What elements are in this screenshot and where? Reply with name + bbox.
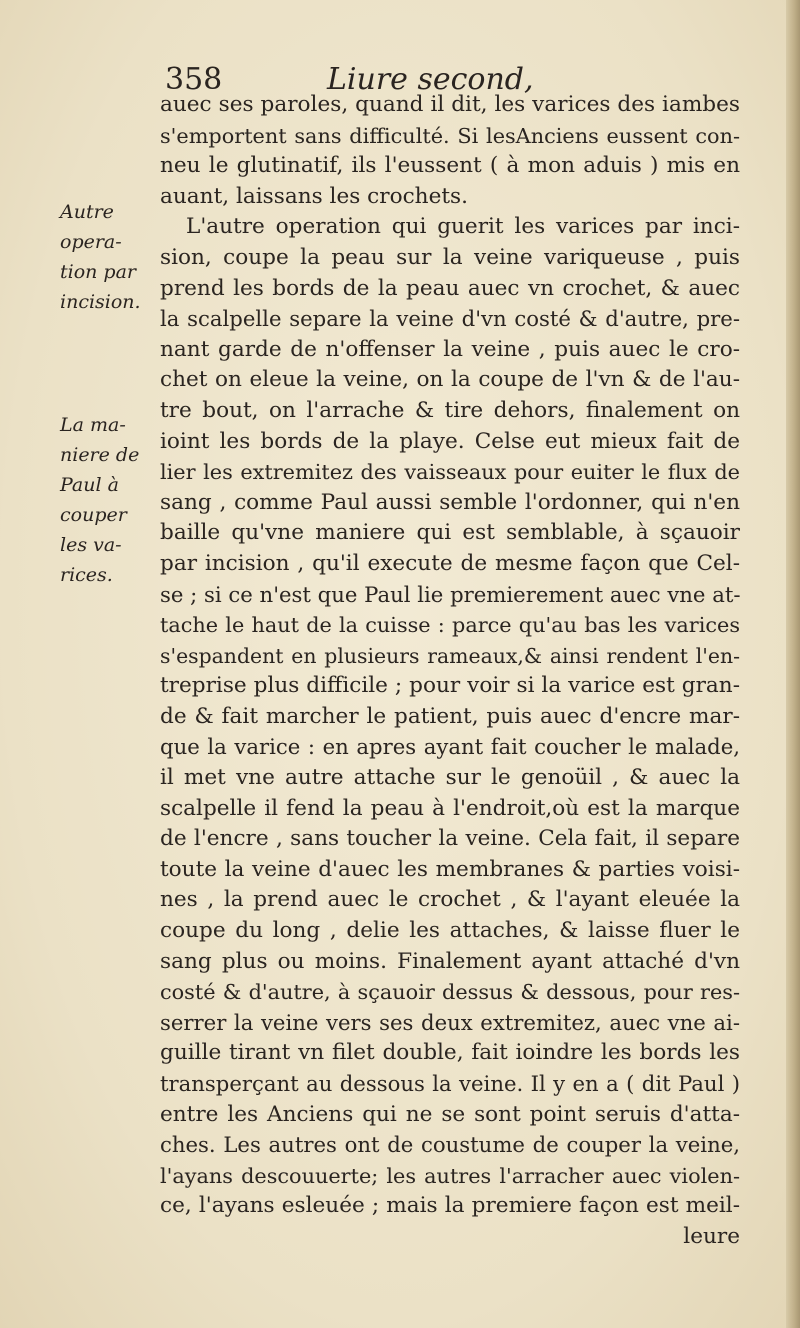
text-line: se ; si ce n'est que Paul lie premierement auec vne at- [160, 581, 741, 607]
book-spine-edge [786, 0, 800, 1328]
text-line: s'emportent sans difficulté. Si lesAnciens eussent con- [160, 123, 740, 148]
text-line: toute la veine d'auec les membranes & parties voisi- [160, 856, 740, 882]
text-line: auant, laissans les crochets. [160, 183, 468, 209]
text-line: costé & d'autre, à sçauoir dessus & dessous, pour res- [160, 980, 740, 1005]
text-line: treprise plus difficile ; pour voir si la varice est gran- [160, 673, 740, 699]
catchword: leure [683, 1223, 740, 1249]
margin-note-line: La ma- [60, 414, 126, 436]
page-number: 358 [165, 62, 223, 97]
text-line: neu le glutinatif, ils l'eussent ( à mon aduis ) mis en [160, 153, 740, 179]
text-line: que la varice : en apres ayant fait coucher le malade, [160, 734, 740, 760]
text-line: guille tirant vn filet double, fait ioindre les bords les [160, 1040, 740, 1066]
body-text [160, 90, 740, 1253]
text-line: nant garde de n'offenser la veine , puis auec le cro- [160, 336, 740, 362]
margin-note-line: Paul à [60, 474, 119, 496]
text-line: lier les extremitez des vaisseaux pour euiter le flux de [160, 460, 740, 485]
text-line: ches. Les autres ont de coustume de couper la veine, [160, 1132, 740, 1158]
margin-note-line: opera- [60, 231, 122, 253]
margin-note-line: rices. [60, 564, 113, 586]
text-line: baille qu'vne maniere qui est semblable, à sçauoir [160, 520, 740, 546]
text-line: transperçant au dessous la veine. Il y en a ( dit Paul ) [160, 1071, 740, 1096]
margin-note-autre-operation [60, 197, 160, 317]
margin-note-line: Autre [60, 201, 114, 223]
margin-note-line: incision. [60, 291, 141, 313]
text-line: entre les Anciens qui ne se sont point seruis d'atta- [160, 1101, 740, 1127]
text-line: s'espandent en plusieurs rameaux,& ainsi rendent l'en- [160, 643, 740, 668]
margin-note-line: couper [60, 504, 127, 526]
text-line: la scalpelle separe la veine d'vn costé & d'autre, pre- [160, 306, 740, 332]
margin-note-line: tion par [60, 261, 136, 283]
margin-note-line: niere de [60, 444, 140, 466]
text-line: tre bout, on l'arrache & tire dehors, finalement on [160, 397, 740, 423]
text-line: coupe du long , delie les attaches, & laisse fluer le [160, 918, 740, 944]
text-line: ioint les bords de la playe. Celse eut mieux fait de [160, 428, 740, 454]
margin-note-maniere-de-paul [60, 410, 160, 590]
text-line: serrer la veine vers ses deux extremitez, auec vne ai- [160, 1009, 740, 1035]
text-line: prend les bords de la peau auec vn crochet, & auec [160, 275, 740, 301]
text-line: l'ayans descouuerte; les autres l'arracher auec violen- [160, 1163, 740, 1188]
text-line: auec ses paroles, quand il dit, les varices des iambes [160, 92, 740, 117]
text-line: sang plus ou moins. Finalement ayant attaché d'vn [160, 948, 740, 974]
text-line: scalpelle il fend la peau à l'endroit,où est la marque [160, 795, 740, 821]
text-line: tache le haut de la cuisse : parce qu'au bas les varices [160, 613, 740, 638]
text-line: sion, coupe la peau sur la veine variqueuse , puis [160, 244, 740, 270]
text-line: ce, l'ayans esleuée ; mais la premiere façon est meil- [160, 1193, 740, 1219]
text-line: par incision , qu'il execute de mesme façon que Cel- [160, 550, 740, 576]
text-line: de l'encre , sans toucher la veine. Cela fait, il separe [160, 826, 740, 852]
text-line: de & fait marcher le patient, puis auec d'encre mar- [160, 703, 740, 729]
text-line: sang , comme Paul aussi semble l'ordonner, qui n'en [160, 489, 740, 515]
running-title: Liure second, [327, 62, 534, 97]
text-line: nes , la prend auec le crochet , & l'ayant eleuée la [160, 887, 740, 913]
margin-note-line: les va- [60, 534, 122, 556]
text-line: il met vne autre attache sur le genoüil , & auec la [160, 765, 740, 791]
text-line: L'autre operation qui guerit les varices par inci- [186, 214, 740, 240]
text-line: chet on eleue la veine, on la coupe de l'vn & de l'au- [160, 367, 740, 393]
